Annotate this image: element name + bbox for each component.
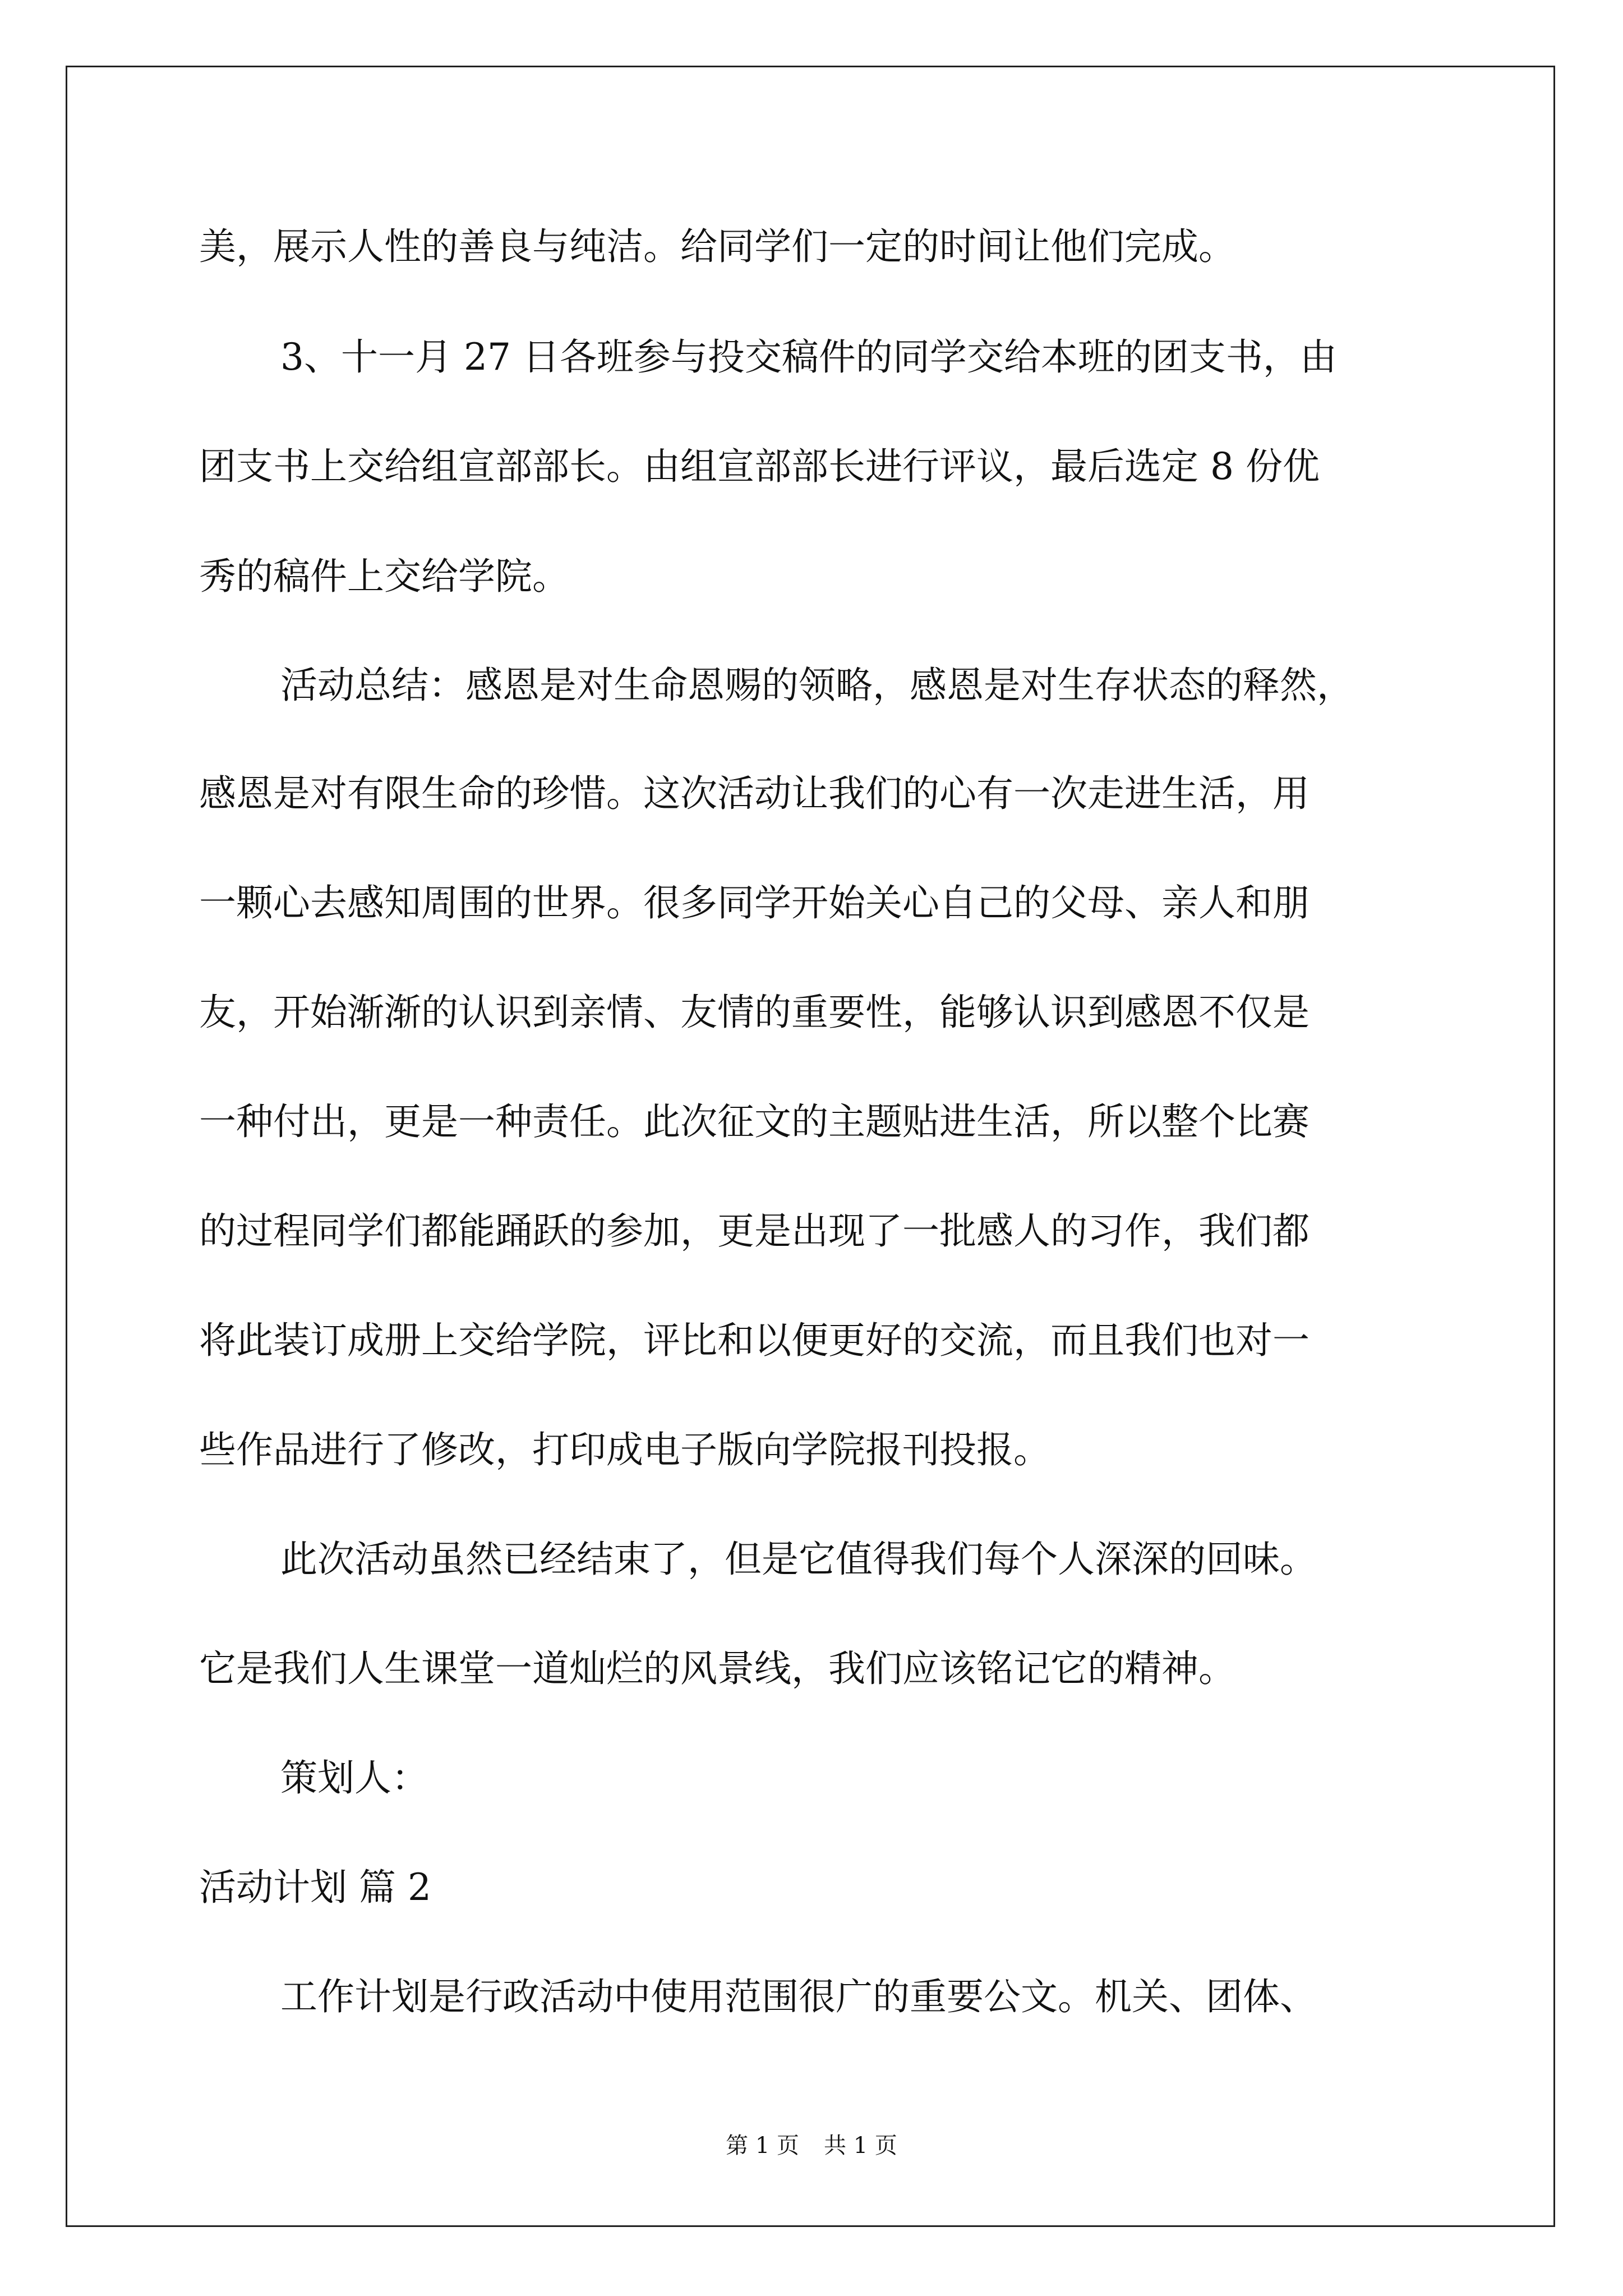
paragraph-line: 此次活动虽然已经结束了，但是它值得我们每个人深深的回味。 — [280, 1538, 1317, 1581]
paragraph-line: 3、十一月 27 日各班参与投交稿件的同学交给本班的团支书，由 — [280, 335, 1337, 379]
paragraph-line: 的过程同学们都能踊跃的参加，更是出现了一批感人的习作，我们都 — [199, 1209, 1310, 1253]
paragraph-line: 团支书上交给组宣部部长。由组宣部部长进行评议，最后选定 8 份优 — [199, 445, 1320, 488]
page-footer — [0, 2132, 1623, 2160]
paragraph-line: 工作计划是行政活动中使用范围很广的重要公文。机关、团体、 — [280, 1975, 1317, 2018]
section-heading: 活动计划 篇 2 — [199, 1866, 431, 1909]
paragraph-line: 将此装订成册上交给学院，评比和以便更好的交流，而且我们也对一 — [199, 1319, 1310, 1362]
page-number-total: 共 1 页 — [824, 2133, 897, 2159]
paragraph-line: 秀的稿件上交给学院。 — [199, 555, 569, 598]
paragraph-line: 它是我们人生课堂一道灿烂的风景线，我们应该铭记它的精神。 — [199, 1647, 1235, 1690]
signature-label: 策划人： — [280, 1756, 428, 1800]
paragraph-line: 感恩是对有限生命的珍惜。这次活动让我们的心有一次走进生活，用 — [199, 772, 1310, 815]
paragraph-line: 一种付出，更是一种责任。此次征文的主题贴进生活，所以整个比赛 — [199, 1100, 1310, 1143]
paragraph-line: 美，展示人性的善良与纯洁。给同学们一定的时间让他们完成。 — [199, 225, 1235, 268]
paragraph-line: 活动总结：感恩是对生命恩赐的领略，感恩是对生存状态的释然， — [280, 664, 1354, 707]
paragraph-line: 一颗心去感知周围的世界。很多同学开始关心自己的父母、亲人和朋 — [199, 881, 1310, 924]
paragraph-line: 些作品进行了修改，打印成电子版向学院报刊投报。 — [199, 1428, 1050, 1471]
page-number-current: 第 1 页 — [726, 2133, 799, 2159]
paragraph-line: 友，开始渐渐的认识到亲情、友情的重要性，能够认识到感恩不仅是 — [199, 991, 1310, 1034]
